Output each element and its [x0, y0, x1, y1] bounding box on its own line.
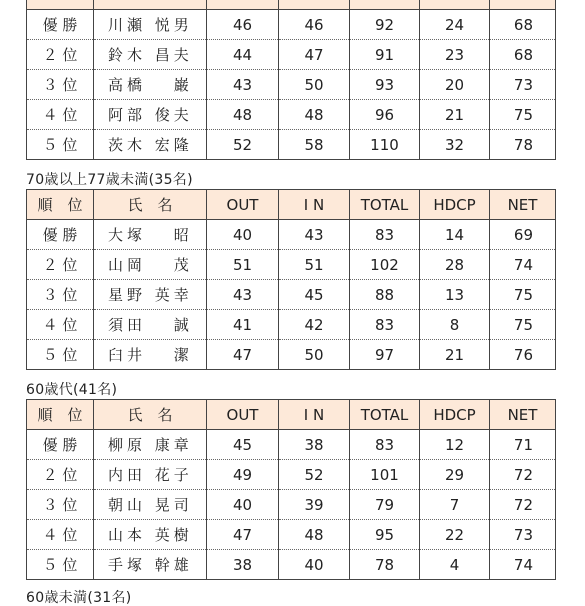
rank-cell: ５ 位 — [27, 550, 94, 580]
name-cell: 星野 英幸 — [94, 280, 207, 310]
name-cell: 内田 花子 — [94, 460, 207, 490]
out-cell: 48 — [207, 100, 279, 130]
rank-cell: 優 勝 — [27, 220, 94, 250]
results-table-70s — [26, 189, 556, 370]
in-cell: 45 — [279, 280, 350, 310]
header-net: NET — [490, 190, 556, 220]
net-cell: 78 — [490, 130, 556, 160]
rank-cell: ４ 位 — [27, 310, 94, 340]
hdcp-cell: 29 — [420, 460, 490, 490]
net-cell: 75 — [490, 280, 556, 310]
hdcp-cell: 22 — [420, 520, 490, 550]
total-cell: 91 — [350, 40, 420, 70]
rank-cell: 優 勝 — [27, 430, 94, 460]
total-cell: 83 — [350, 310, 420, 340]
name-cell: 須田 誠 — [94, 310, 207, 340]
results-table-60s — [26, 399, 556, 580]
net-cell: 75 — [490, 310, 556, 340]
header-hdcp: HDCP — [420, 400, 490, 430]
header-rank — [27, 0, 94, 10]
out-cell: 44 — [207, 40, 279, 70]
in-cell: 51 — [279, 250, 350, 280]
in-cell: 46 — [279, 10, 350, 40]
header-out — [207, 0, 279, 10]
out-cell: 38 — [207, 550, 279, 580]
hdcp-cell: 13 — [420, 280, 490, 310]
table-header-row — [27, 0, 556, 10]
table-row — [27, 220, 556, 250]
out-cell: 49 — [207, 460, 279, 490]
net-cell: 73 — [490, 70, 556, 100]
header-in — [279, 0, 350, 10]
net-cell: 72 — [490, 490, 556, 520]
net-cell: 76 — [490, 340, 556, 370]
hdcp-cell: 4 — [420, 550, 490, 580]
rank-cell: ４ 位 — [27, 520, 94, 550]
rank-cell: ３ 位 — [27, 280, 94, 310]
name-cell: 茨木 宏隆 — [94, 130, 207, 160]
table-row — [27, 40, 556, 70]
rank-cell: ２ 位 — [27, 460, 94, 490]
header-total: TOTAL — [350, 400, 420, 430]
total-cell: 78 — [350, 550, 420, 580]
total-cell: 101 — [350, 460, 420, 490]
table-row — [27, 280, 556, 310]
in-cell: 38 — [279, 430, 350, 460]
table-row — [27, 310, 556, 340]
hdcp-cell: 23 — [420, 40, 490, 70]
table-header-row — [27, 400, 556, 430]
total-cell: 88 — [350, 280, 420, 310]
net-cell: 75 — [490, 100, 556, 130]
header-in: I N — [279, 400, 350, 430]
in-cell: 48 — [279, 100, 350, 130]
net-cell: 72 — [490, 460, 556, 490]
header-rank: 順 位 — [27, 190, 94, 220]
name-cell: 山岡 茂 — [94, 250, 207, 280]
hdcp-cell: 8 — [420, 310, 490, 340]
header-name: 氏 名 — [94, 400, 207, 430]
table-row — [27, 340, 556, 370]
header-total: TOTAL — [350, 190, 420, 220]
table-header-row — [27, 190, 556, 220]
out-cell: 52 — [207, 130, 279, 160]
hdcp-cell: 21 — [420, 100, 490, 130]
total-cell: 83 — [350, 430, 420, 460]
name-cell: 高橋 巌 — [94, 70, 207, 100]
header-rank: 順 位 — [27, 400, 94, 430]
out-cell: 41 — [207, 310, 279, 340]
out-cell: 51 — [207, 250, 279, 280]
section-title: 60歳未満(31名) — [26, 590, 132, 606]
table-row — [27, 100, 556, 130]
header-hdcp: HDCP — [420, 190, 490, 220]
out-cell: 47 — [207, 340, 279, 370]
in-cell: 39 — [279, 490, 350, 520]
in-cell: 43 — [279, 220, 350, 250]
rank-cell: ３ 位 — [27, 70, 94, 100]
table-row — [27, 520, 556, 550]
total-cell: 96 — [350, 100, 420, 130]
out-cell: 40 — [207, 490, 279, 520]
out-cell: 46 — [207, 10, 279, 40]
hdcp-cell: 14 — [420, 220, 490, 250]
results-table-top — [26, 0, 556, 160]
table-row — [27, 10, 556, 40]
name-cell: 大塚 昭 — [94, 220, 207, 250]
total-cell: 97 — [350, 340, 420, 370]
hdcp-cell: 32 — [420, 130, 490, 160]
net-cell: 74 — [490, 250, 556, 280]
name-cell: 阿部 俊夫 — [94, 100, 207, 130]
out-cell: 40 — [207, 220, 279, 250]
total-cell: 110 — [350, 130, 420, 160]
name-cell: 鈴木 昌夫 — [94, 40, 207, 70]
hdcp-cell: 21 — [420, 340, 490, 370]
hdcp-cell: 24 — [420, 10, 490, 40]
net-cell: 71 — [490, 430, 556, 460]
out-cell: 43 — [207, 280, 279, 310]
out-cell: 45 — [207, 430, 279, 460]
table-row — [27, 460, 556, 490]
header-out: OUT — [207, 400, 279, 430]
name-cell: 朝山 晃司 — [94, 490, 207, 520]
in-cell: 50 — [279, 70, 350, 100]
rank-cell: ５ 位 — [27, 340, 94, 370]
section-title: 70歳以上77歳未満(35名) — [26, 172, 193, 188]
header-name: 氏 名 — [94, 190, 207, 220]
name-cell: 臼井 潔 — [94, 340, 207, 370]
total-cell: 102 — [350, 250, 420, 280]
hdcp-cell: 20 — [420, 70, 490, 100]
header-out: OUT — [207, 190, 279, 220]
table-row — [27, 250, 556, 280]
header-total — [350, 0, 420, 10]
table-row — [27, 490, 556, 520]
in-cell: 42 — [279, 310, 350, 340]
net-cell: 68 — [490, 10, 556, 40]
header-net: NET — [490, 400, 556, 430]
section-title: 60歳代(41名) — [26, 382, 118, 398]
in-cell: 48 — [279, 520, 350, 550]
hdcp-cell: 12 — [420, 430, 490, 460]
rank-cell: ５ 位 — [27, 130, 94, 160]
in-cell: 40 — [279, 550, 350, 580]
total-cell: 83 — [350, 220, 420, 250]
header-in: I N — [279, 190, 350, 220]
total-cell: 92 — [350, 10, 420, 40]
net-cell: 74 — [490, 550, 556, 580]
net-cell: 68 — [490, 40, 556, 70]
name-cell: 山本 英樹 — [94, 520, 207, 550]
total-cell: 93 — [350, 70, 420, 100]
rank-cell: ３ 位 — [27, 490, 94, 520]
rank-cell: ２ 位 — [27, 250, 94, 280]
hdcp-cell: 28 — [420, 250, 490, 280]
total-cell: 95 — [350, 520, 420, 550]
in-cell: 47 — [279, 40, 350, 70]
rank-cell: ２ 位 — [27, 40, 94, 70]
net-cell: 69 — [490, 220, 556, 250]
in-cell: 52 — [279, 460, 350, 490]
in-cell: 58 — [279, 130, 350, 160]
name-cell: 柳原 康章 — [94, 430, 207, 460]
table-row — [27, 130, 556, 160]
header-net — [490, 0, 556, 10]
in-cell: 50 — [279, 340, 350, 370]
table-row — [27, 70, 556, 100]
table-row — [27, 430, 556, 460]
out-cell: 43 — [207, 70, 279, 100]
rank-cell: ４ 位 — [27, 100, 94, 130]
name-cell: 手塚 幹雄 — [94, 550, 207, 580]
total-cell: 79 — [350, 490, 420, 520]
name-cell: 川瀬 悦男 — [94, 10, 207, 40]
table-row — [27, 550, 556, 580]
hdcp-cell: 7 — [420, 490, 490, 520]
out-cell: 47 — [207, 520, 279, 550]
rank-cell: 優 勝 — [27, 10, 94, 40]
header-hdcp — [420, 0, 490, 10]
header-name — [94, 0, 207, 10]
net-cell: 73 — [490, 520, 556, 550]
